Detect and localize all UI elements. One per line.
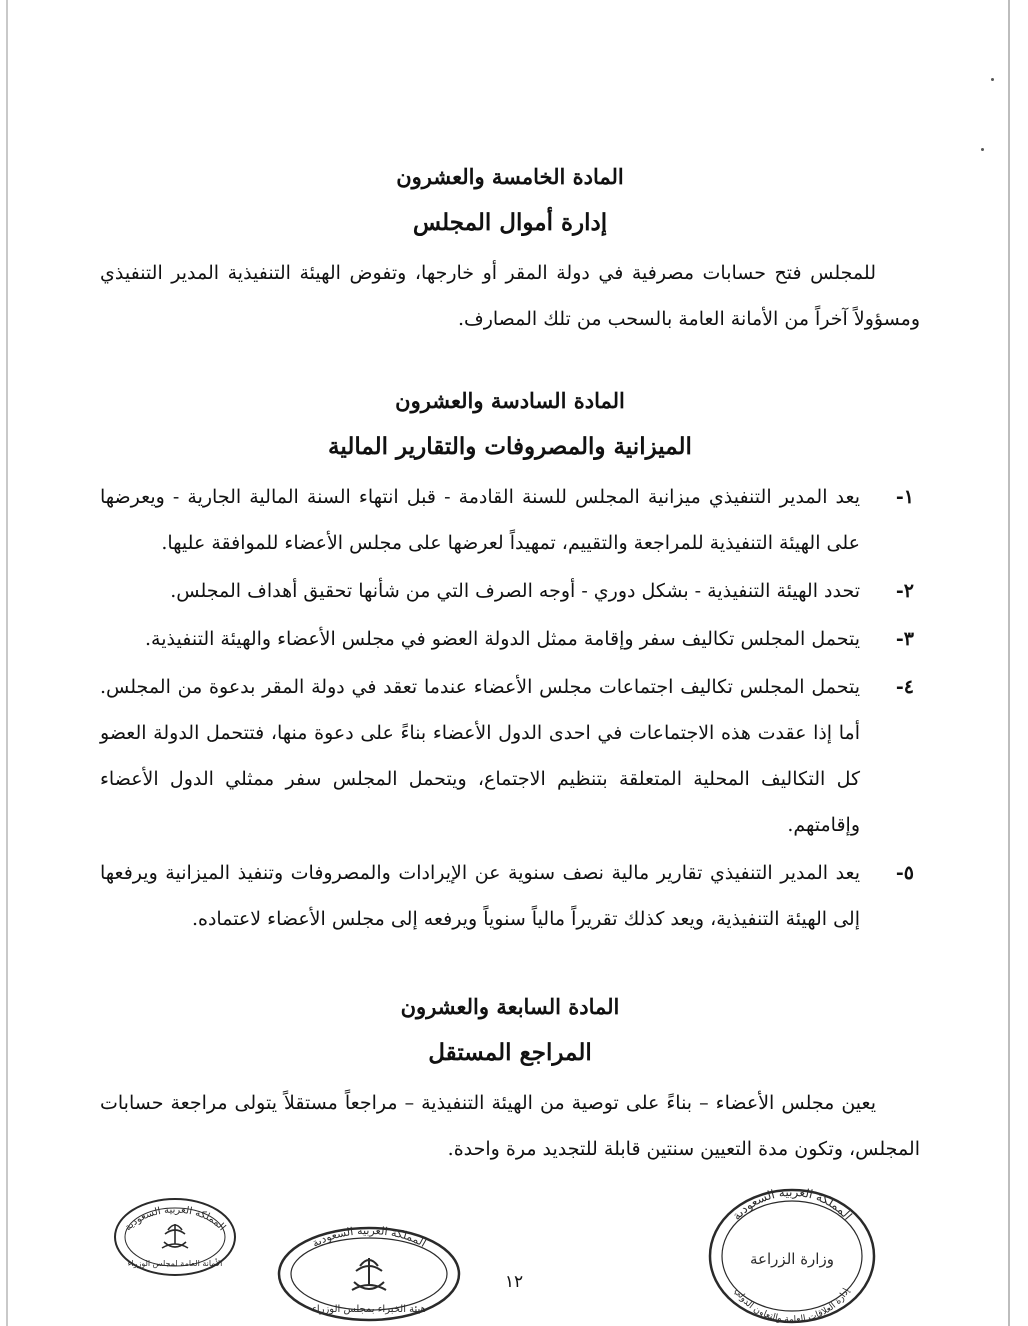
document-body [100,160,920,1172]
article-heading: المادة السابعة والعشرون [400,994,620,1019]
item-text: يتحمل المجلس تكاليف سفر وإقامة ممثل الدولة العضو في مجلس الأعضاء والهيئة التنفيذية. [145,628,860,650]
svg-text:المملكة العربية السعودية: المملكة العربية السعودية [729,1186,855,1223]
list-item [100,850,920,942]
page-number: ١٢ [504,1272,524,1292]
article-heading: المادة السادسة والعشرون [395,388,625,413]
item-number: ٤- [895,676,914,698]
svg-text:وزارة الزراعة: وزارة الزراعة [750,1250,834,1268]
item-number: ٣- [895,628,914,650]
item-number: ٥- [895,862,914,884]
svg-text:المملكة العربية السعودية: المملكة العربية السعودية [122,1204,228,1234]
svg-text:المملكة العربية السعودية: المملكة العربية السعودية [309,1224,429,1250]
item-number: ٢- [895,580,914,602]
list-item [100,616,920,662]
article-27 [100,990,920,1172]
scan-edge-right [1008,0,1010,1326]
official-stamp-center [274,1224,464,1324]
article-heading: المادة الخامسة والعشرون [396,164,624,189]
list-item [100,568,920,614]
item-text: يعد المدير التنفيذي ميزانية المجلس للسنة القادمة - قبل انتهاء السنة المالية الجارية - ويعرضها على الهيئة التنفيذية للمراجعة والتقييم، تمهيداً لعرضها على مجلس الأعضاء للموافقة عليها. [100,486,860,554]
article-paragraph: للمجلس فتح حسابات مصرفية في دولة المقر أو خارجها، وتفوض الهيئة التنفيذية المدير التنفيذي ومسؤولاً آخراً من الأمانة العامة بالسحب من تلك المصارف. [100,262,920,330]
article-paragraph: يعين مجلس الأعضاء – بناءً على توصية من الهيئة التنفيذية – مراجعاً مستقلاً يتولى مراجعة حسابات المجلس، وتكون مدة التعيين سنتين قابلة للتجديد مرة واحدة. [100,1092,920,1160]
list-item [100,474,920,566]
article-26 [100,384,920,942]
svg-text:الأمانة العامة لمجلس الوزراء: الأمانة العامة لمجلس الوزراء [127,1259,223,1268]
list-item [100,664,920,848]
item-text: يعد المدير التنفيذي تقارير مالية نصف سنوية عن الإيرادات والمصروفات وتنفيذ الميزانية ويرفعها إلى الهيئة التنفيذية، ويعد كذلك تقريراً مالياً سنوياً ويرفعه إلى مجلس الأعضاء لاعتماده. [100,862,860,930]
numbered-list [100,474,920,942]
article-25 [100,160,920,342]
svg-text:هيئة الخبراء بمجلس الوزراء: هيئة الخبراء بمجلس الوزراء [312,1304,426,1315]
scan-speck [981,148,984,151]
item-text: يتحمل المجلس تكاليف اجتماعات مجلس الأعضاء عندما تعقد في دولة المقر بدعوة من المجلس. أما إذا عقدت هذه الاجتماعات في احدى الدول الأعضاء بناءً على دعوة منها، فتتحمل الدولة العضو كل التكاليف المحلية المتعلقة بتنظيم الاجتماع، ويتحمل المجلس سفر ممثلي الدول الأعضاء وإقامتهم. [100,676,860,836]
scan-speck [991,78,994,81]
official-stamp-right [704,1186,880,1326]
svg-text:إدارة العلاقات العامة والتعاون: إدارة العلاقات العامة والتعاون الدولي [732,1286,852,1325]
scan-edge-left [6,0,8,1326]
item-number: ١- [895,486,914,508]
article-subheading: الميزانية والمصروفات والتقارير المالية [328,433,692,460]
article-subheading: إدارة أموال المجلس [412,209,608,236]
item-text: تحدد الهيئة التنفيذية - بشكل دوري - أوجه الصرف التي من شأنها تحقيق أهداف المجلس. [170,580,860,602]
article-subheading: المراجع المستقل [428,1039,592,1066]
official-stamp-left [110,1196,240,1278]
